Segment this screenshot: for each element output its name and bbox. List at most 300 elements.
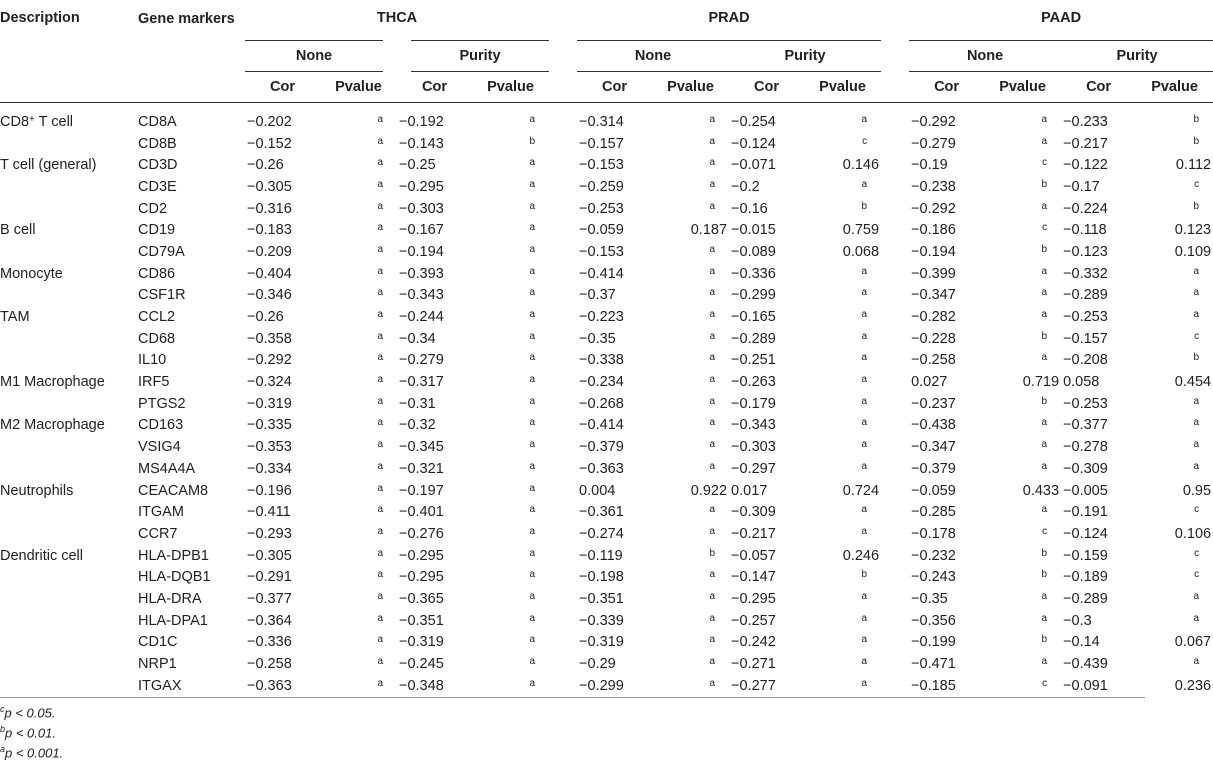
cell-cor: −0.305 bbox=[247, 547, 292, 564]
cell-pvalue: a bbox=[709, 460, 716, 472]
table-row bbox=[0, 545, 1213, 567]
cell-cor: −0.277 bbox=[731, 677, 776, 694]
cell-cor: −0.2 bbox=[731, 178, 760, 195]
cell-cor: −0.361 bbox=[579, 504, 624, 521]
cell-description bbox=[0, 198, 138, 220]
cell-pvalue: a bbox=[1193, 590, 1200, 602]
subheader-none: None bbox=[909, 41, 1061, 72]
cell-pvalue: a bbox=[377, 439, 383, 451]
cell-cor: −0.363 bbox=[247, 677, 292, 694]
cell-pvalue: a bbox=[861, 612, 868, 624]
cell-pvalue: a bbox=[1041, 352, 1048, 364]
cell-cor: −0.299 bbox=[579, 677, 624, 694]
table-row bbox=[0, 176, 1213, 198]
cell-cor: −0.209 bbox=[247, 243, 292, 260]
table-row bbox=[0, 263, 1213, 285]
cell-cor: 0.058 bbox=[1063, 374, 1100, 391]
cell-cor: −0.237 bbox=[911, 395, 956, 412]
cell-cor: −0.183 bbox=[247, 222, 292, 239]
cell-pvalue: a bbox=[709, 525, 716, 537]
cell-cor: −0.332 bbox=[1063, 265, 1108, 282]
cell-pvalue: 0.106 bbox=[1174, 525, 1212, 542]
cell-pvalue: a bbox=[377, 309, 383, 321]
cell-cor: −0.17 bbox=[1063, 178, 1100, 195]
cell-pvalue: a bbox=[1193, 612, 1200, 624]
cell-cor: −0.347 bbox=[911, 439, 956, 456]
cell-pvalue: b bbox=[529, 135, 536, 147]
cell-cor: −0.25 bbox=[399, 157, 436, 174]
cell-cor: −0.377 bbox=[1063, 417, 1108, 434]
cell-pvalue: b bbox=[1193, 113, 1200, 125]
cell-cor: −0.228 bbox=[911, 330, 956, 347]
cell-pvalue: c bbox=[1194, 569, 1200, 581]
cell-cor: −0.232 bbox=[911, 547, 956, 564]
cell-cor: −0.253 bbox=[1063, 395, 1108, 412]
cell-pvalue: c bbox=[1042, 222, 1048, 234]
cell-pvalue: a bbox=[861, 352, 868, 364]
cell-cor: −0.348 bbox=[399, 677, 444, 694]
col-cor: Cor bbox=[909, 72, 984, 103]
cell-pvalue: b bbox=[709, 547, 716, 559]
col-pvalue: Pvalue bbox=[652, 72, 729, 103]
cell-pvalue: 0.922 bbox=[690, 482, 728, 499]
cell-gene: HLA-DPB1 bbox=[138, 547, 209, 564]
cell-cor: −0.3 bbox=[1063, 612, 1092, 629]
cell-cor: −0.005 bbox=[1063, 482, 1108, 499]
cell-gene: NRP1 bbox=[138, 656, 177, 673]
cell-pvalue: a bbox=[861, 634, 868, 646]
cell-pvalue: b bbox=[861, 569, 868, 581]
cell-cor: −0.401 bbox=[399, 504, 444, 521]
cell-cor: −0.19 bbox=[911, 157, 948, 174]
cell-pvalue: a bbox=[1193, 265, 1200, 277]
cell-cor: −0.208 bbox=[1063, 352, 1108, 369]
cell-description bbox=[0, 523, 138, 545]
cell-cor: −0.292 bbox=[911, 200, 956, 217]
cell-pvalue: b bbox=[1193, 135, 1200, 147]
cell-pvalue: a bbox=[377, 157, 383, 169]
cell-cor: −0.123 bbox=[1063, 243, 1108, 260]
cell-pvalue: 0.759 bbox=[842, 222, 880, 239]
cell-pvalue: a bbox=[1193, 417, 1200, 429]
cell-pvalue: 0.719 bbox=[1022, 374, 1060, 391]
cell-pvalue: b bbox=[1041, 547, 1048, 559]
cell-description: T cell (general) bbox=[0, 157, 97, 174]
cell-cor: −0.091 bbox=[1063, 677, 1108, 694]
cell-pvalue: a bbox=[377, 525, 383, 537]
cell-pvalue: b bbox=[1193, 352, 1200, 364]
cell-pvalue: a bbox=[529, 352, 536, 364]
cell-cor: −0.251 bbox=[731, 352, 776, 369]
cell-cor: −0.289 bbox=[1063, 287, 1108, 304]
table-row bbox=[0, 154, 1213, 176]
cell-cor: −0.305 bbox=[247, 178, 292, 195]
cell-cor: −0.015 bbox=[731, 222, 776, 239]
header-thca: THCA bbox=[245, 0, 549, 41]
cell-cor: −0.285 bbox=[911, 504, 956, 521]
subheader-purity: Purity bbox=[1061, 41, 1213, 72]
cell-cor: −0.268 bbox=[579, 395, 624, 412]
cell-description bbox=[0, 176, 138, 198]
cell-description: TAM bbox=[0, 309, 30, 326]
cell-pvalue: a bbox=[1041, 200, 1048, 212]
cell-pvalue: a bbox=[529, 265, 536, 277]
col-cor: Cor bbox=[1061, 72, 1136, 103]
table-row bbox=[0, 328, 1213, 350]
cell-cor: −0.411 bbox=[247, 504, 291, 521]
cell-pvalue: a bbox=[377, 504, 383, 516]
cell-cor: −0.242 bbox=[731, 634, 776, 651]
table-row bbox=[0, 306, 1213, 328]
cell-pvalue: a bbox=[529, 482, 536, 494]
cell-pvalue: a bbox=[377, 634, 383, 646]
cell-description bbox=[0, 285, 138, 307]
table-row bbox=[0, 133, 1213, 155]
col-pvalue: Pvalue bbox=[1136, 72, 1213, 103]
cell-cor: −0.263 bbox=[731, 374, 776, 391]
cell-cor: −0.279 bbox=[399, 352, 444, 369]
cell-cor: −0.26 bbox=[247, 157, 284, 174]
table-row bbox=[0, 393, 1213, 415]
cell-pvalue: a bbox=[1041, 287, 1048, 299]
cell-cor: −0.292 bbox=[247, 352, 292, 369]
cell-pvalue: a bbox=[709, 504, 716, 516]
cell-gene: ITGAX bbox=[138, 677, 182, 694]
cell-description bbox=[0, 241, 138, 263]
cell-pvalue: a bbox=[709, 395, 716, 407]
cell-cor: −0.336 bbox=[247, 634, 292, 651]
cell-pvalue: a bbox=[709, 135, 716, 147]
cell-cor: −0.351 bbox=[399, 612, 444, 629]
cell-pvalue: a bbox=[861, 439, 868, 451]
cell-cor: −0.238 bbox=[911, 178, 956, 195]
cell-cor: −0.199 bbox=[911, 634, 956, 651]
cell-cor: −0.356 bbox=[911, 612, 956, 629]
cell-pvalue: a bbox=[377, 135, 383, 147]
cell-pvalue: a bbox=[861, 287, 868, 299]
header-description: Description bbox=[0, 0, 138, 103]
cell-pvalue: a bbox=[709, 178, 716, 190]
cell-cor: −0.295 bbox=[731, 590, 776, 607]
cell-description bbox=[0, 588, 138, 610]
cell-description bbox=[0, 350, 138, 372]
cell-cor: −0.35 bbox=[911, 590, 948, 607]
cell-pvalue: a bbox=[377, 352, 383, 364]
cell-pvalue: a bbox=[709, 417, 716, 429]
cell-pvalue: a bbox=[861, 374, 868, 386]
cell-pvalue: a bbox=[529, 656, 536, 668]
cell-pvalue: a bbox=[861, 265, 868, 277]
table-row bbox=[0, 653, 1213, 675]
table-body bbox=[0, 103, 1213, 697]
cell-pvalue: a bbox=[709, 677, 716, 689]
cell-pvalue: a bbox=[709, 113, 716, 125]
cell-pvalue: a bbox=[529, 200, 536, 212]
cell-cor: −0.334 bbox=[247, 460, 292, 477]
cell-cor: −0.336 bbox=[731, 265, 776, 282]
cell-pvalue: a bbox=[709, 287, 716, 299]
cell-cor: −0.194 bbox=[399, 243, 444, 260]
cell-pvalue: 0.123 bbox=[1174, 222, 1212, 239]
cell-description bbox=[0, 501, 138, 523]
cell-pvalue: 0.246 bbox=[842, 547, 880, 564]
cell-cor: −0.278 bbox=[1063, 439, 1108, 456]
cell-cor: −0.189 bbox=[1063, 569, 1108, 586]
cell-cor: −0.291 bbox=[247, 569, 292, 586]
cell-pvalue: a bbox=[861, 330, 868, 342]
cell-cor: −0.217 bbox=[731, 525, 776, 542]
cell-cor: −0.196 bbox=[247, 482, 292, 499]
cell-cor: −0.274 bbox=[579, 525, 624, 542]
cell-cor: −0.438 bbox=[911, 417, 956, 434]
cell-pvalue: a bbox=[1193, 287, 1200, 299]
cell-gene: CD19 bbox=[138, 222, 176, 239]
table-row bbox=[0, 501, 1213, 523]
cell-cor: −0.245 bbox=[399, 656, 444, 673]
cell-pvalue: a bbox=[529, 460, 536, 472]
cell-description: M2 Macrophage bbox=[0, 417, 105, 434]
cell-cor: −0.26 bbox=[247, 309, 284, 326]
cell-pvalue: a bbox=[377, 287, 383, 299]
cell-cor: −0.192 bbox=[399, 113, 444, 130]
cell-cor: −0.321 bbox=[399, 460, 444, 477]
cell-pvalue: b bbox=[861, 200, 868, 212]
cell-pvalue: a bbox=[861, 309, 868, 321]
cell-gene: IRF5 bbox=[138, 374, 170, 391]
cell-gene: CEACAM8 bbox=[138, 482, 209, 499]
cell-pvalue: a bbox=[709, 157, 716, 169]
cell-pvalue: a bbox=[529, 309, 536, 321]
cell-cor: −0.153 bbox=[579, 243, 624, 260]
cell-pvalue: a bbox=[709, 352, 716, 364]
cell-cor: −0.279 bbox=[911, 135, 956, 152]
cell-pvalue: b bbox=[1041, 178, 1048, 190]
cell-pvalue: a bbox=[529, 677, 536, 689]
cell-pvalue: a bbox=[377, 200, 383, 212]
cell-cor: −0.119 bbox=[579, 547, 623, 564]
cell-cor: −0.124 bbox=[731, 135, 776, 152]
cell-pvalue: a bbox=[377, 417, 383, 429]
cell-cor: −0.233 bbox=[1063, 113, 1108, 130]
cell-gene: CD3E bbox=[138, 178, 177, 195]
table-row bbox=[0, 241, 1213, 263]
cell-pvalue: 0.067 bbox=[1174, 634, 1212, 651]
table-row bbox=[0, 566, 1213, 588]
cell-description bbox=[0, 653, 138, 675]
cell-cor: −0.439 bbox=[1063, 656, 1108, 673]
table-row bbox=[0, 371, 1213, 393]
cell-cor: −0.319 bbox=[579, 634, 624, 651]
cell-description bbox=[0, 566, 138, 588]
table-row bbox=[0, 675, 1213, 697]
cell-pvalue: a bbox=[709, 569, 716, 581]
col-pvalue: Pvalue bbox=[472, 72, 549, 103]
cell-pvalue: a bbox=[861, 460, 868, 472]
cell-pvalue: a bbox=[709, 265, 716, 277]
cell-pvalue: 0.433 bbox=[1022, 482, 1060, 499]
cell-pvalue: a bbox=[377, 243, 383, 255]
cell-cor: −0.379 bbox=[579, 439, 624, 456]
cell-cor: −0.309 bbox=[1063, 460, 1108, 477]
cell-pvalue: a bbox=[529, 222, 536, 234]
cell-cor: 0.004 bbox=[579, 482, 616, 499]
subheader-none: None bbox=[245, 41, 397, 72]
cell-gene: HLA-DRA bbox=[138, 590, 202, 607]
cell-pvalue: c bbox=[1194, 330, 1200, 342]
cell-cor: −0.089 bbox=[731, 243, 776, 260]
cell-cor: −0.471 bbox=[911, 656, 956, 673]
cell-description: Dendritic cell bbox=[0, 547, 83, 564]
cell-cor: −0.244 bbox=[399, 309, 444, 326]
cell-pvalue: a bbox=[1041, 417, 1048, 429]
cell-pvalue: a bbox=[377, 374, 383, 386]
cell-pvalue: a bbox=[1041, 113, 1048, 125]
cell-cor: −0.319 bbox=[399, 634, 444, 651]
cell-description bbox=[0, 393, 138, 415]
cell-pvalue: a bbox=[377, 222, 383, 234]
cell-pvalue: a bbox=[709, 634, 716, 646]
cell-cor: −0.258 bbox=[247, 656, 292, 673]
cell-pvalue: a bbox=[709, 374, 716, 386]
cell-pvalue: a bbox=[529, 417, 536, 429]
col-cor: Cor bbox=[577, 72, 652, 103]
cell-cor: −0.314 bbox=[579, 113, 624, 130]
cell-gene: CD163 bbox=[138, 417, 184, 434]
cell-pvalue: 0.146 bbox=[842, 157, 880, 174]
cell-cor: −0.057 bbox=[731, 547, 776, 564]
cell-gene: CD79A bbox=[138, 243, 185, 260]
cell-pvalue: b bbox=[1041, 243, 1048, 255]
cell-pvalue: a bbox=[377, 330, 383, 342]
cell-cor: −0.194 bbox=[911, 243, 956, 260]
table-row bbox=[0, 103, 1213, 133]
cell-gene: ITGAM bbox=[138, 504, 184, 521]
table-row bbox=[0, 436, 1213, 458]
col-pvalue: Pvalue bbox=[320, 72, 397, 103]
cell-pvalue: a bbox=[529, 439, 536, 451]
subheader-purity: Purity bbox=[729, 41, 881, 72]
cell-gene: VSIG4 bbox=[138, 439, 181, 456]
cell-pvalue: a bbox=[529, 330, 536, 342]
cell-cor: −0.347 bbox=[911, 287, 956, 304]
cell-cor: −0.404 bbox=[247, 265, 292, 282]
cell-pvalue: a bbox=[377, 590, 383, 602]
cell-gene: HLA-DPA1 bbox=[138, 612, 208, 629]
col-cor: Cor bbox=[729, 72, 804, 103]
cell-pvalue: a bbox=[861, 417, 868, 429]
cell-gene: IL10 bbox=[138, 352, 167, 369]
cell-pvalue: a bbox=[861, 525, 868, 537]
cell-cor: −0.31 bbox=[399, 395, 436, 412]
cell-cor: −0.345 bbox=[399, 439, 444, 456]
cell-cor: −0.224 bbox=[1063, 200, 1108, 217]
cell-cor: −0.165 bbox=[731, 309, 776, 326]
cell-pvalue: a bbox=[1193, 460, 1200, 472]
cell-pvalue: a bbox=[529, 569, 536, 581]
header-prad: PRAD bbox=[577, 0, 881, 41]
cell-cor: −0.293 bbox=[247, 525, 292, 542]
cell-pvalue: a bbox=[529, 243, 536, 255]
cell-cor: −0.14 bbox=[1063, 634, 1100, 651]
cell-pvalue: b bbox=[1041, 634, 1048, 646]
cell-pvalue: a bbox=[377, 547, 383, 559]
table-row bbox=[0, 480, 1213, 502]
cell-pvalue: b bbox=[1041, 330, 1048, 342]
cell-cor: 0.027 bbox=[911, 374, 948, 391]
cell-pvalue: a bbox=[1193, 439, 1200, 451]
cell-cor: −0.153 bbox=[579, 157, 624, 174]
cell-pvalue: 0.236 bbox=[1174, 677, 1212, 694]
table-row bbox=[0, 523, 1213, 545]
header-paad: PAAD bbox=[909, 0, 1213, 41]
cell-pvalue: a bbox=[709, 243, 716, 255]
cell-pvalue: c bbox=[1194, 504, 1200, 516]
col-pvalue: Pvalue bbox=[984, 72, 1061, 103]
cell-cor: −0.217 bbox=[1063, 135, 1108, 152]
cell-description: CD8+ T cell bbox=[0, 113, 74, 130]
cell-pvalue: a bbox=[709, 330, 716, 342]
col-cor: Cor bbox=[245, 72, 320, 103]
cell-cor: −0.316 bbox=[247, 200, 292, 217]
cell-pvalue: c bbox=[1194, 178, 1200, 190]
subheader-none: None bbox=[577, 41, 729, 72]
cell-pvalue: c bbox=[1042, 525, 1048, 537]
cell-gene: CD8A bbox=[138, 113, 177, 130]
cell-description: M1 Macrophage bbox=[0, 374, 105, 391]
cell-pvalue: a bbox=[529, 395, 536, 407]
footnote-c: $^c$p < 0.05. bbox=[0, 704, 56, 721]
cell-pvalue: a bbox=[529, 504, 536, 516]
cell-cor: −0.243 bbox=[911, 569, 956, 586]
cell-cor: −0.178 bbox=[911, 525, 956, 542]
cell-pvalue: a bbox=[861, 656, 868, 668]
cell-pvalue: 0.454 bbox=[1174, 374, 1212, 391]
table-bottom-rule bbox=[0, 697, 1145, 698]
table-row bbox=[0, 219, 1213, 241]
cell-pvalue: a bbox=[529, 547, 536, 559]
cell-description bbox=[0, 632, 138, 654]
cell-gene: CD68 bbox=[138, 330, 176, 347]
cell-description bbox=[0, 328, 138, 350]
cell-pvalue: a bbox=[1041, 504, 1048, 516]
cell-pvalue: a bbox=[1041, 612, 1048, 624]
cell-cor: −0.363 bbox=[579, 460, 624, 477]
cell-pvalue: a bbox=[377, 460, 383, 472]
table-row bbox=[0, 415, 1213, 437]
cell-pvalue: a bbox=[1193, 395, 1200, 407]
cell-cor: −0.257 bbox=[731, 612, 776, 629]
cell-gene: PTGS2 bbox=[138, 395, 186, 412]
cell-cor: −0.297 bbox=[731, 460, 776, 477]
cell-pvalue: a bbox=[529, 113, 536, 125]
cell-cor: −0.343 bbox=[731, 417, 776, 434]
cell-cor: −0.179 bbox=[731, 395, 776, 412]
cell-cor: −0.29 bbox=[579, 656, 616, 673]
header-gene-markers: Gene markers bbox=[138, 0, 245, 103]
cell-cor: −0.37 bbox=[579, 287, 616, 304]
cell-pvalue: 0.112 bbox=[1175, 157, 1212, 174]
cell-pvalue: a bbox=[861, 677, 868, 689]
cell-cor: −0.292 bbox=[911, 113, 956, 130]
cell-pvalue: a bbox=[1041, 309, 1048, 321]
cell-cor: −0.289 bbox=[1063, 590, 1108, 607]
cell-gene: CCL2 bbox=[138, 309, 176, 326]
cell-pvalue: a bbox=[377, 612, 383, 624]
cell-cor: −0.198 bbox=[579, 569, 624, 586]
cell-description: Monocyte bbox=[0, 265, 63, 282]
cell-cor: −0.364 bbox=[247, 612, 292, 629]
table-row bbox=[0, 458, 1213, 480]
